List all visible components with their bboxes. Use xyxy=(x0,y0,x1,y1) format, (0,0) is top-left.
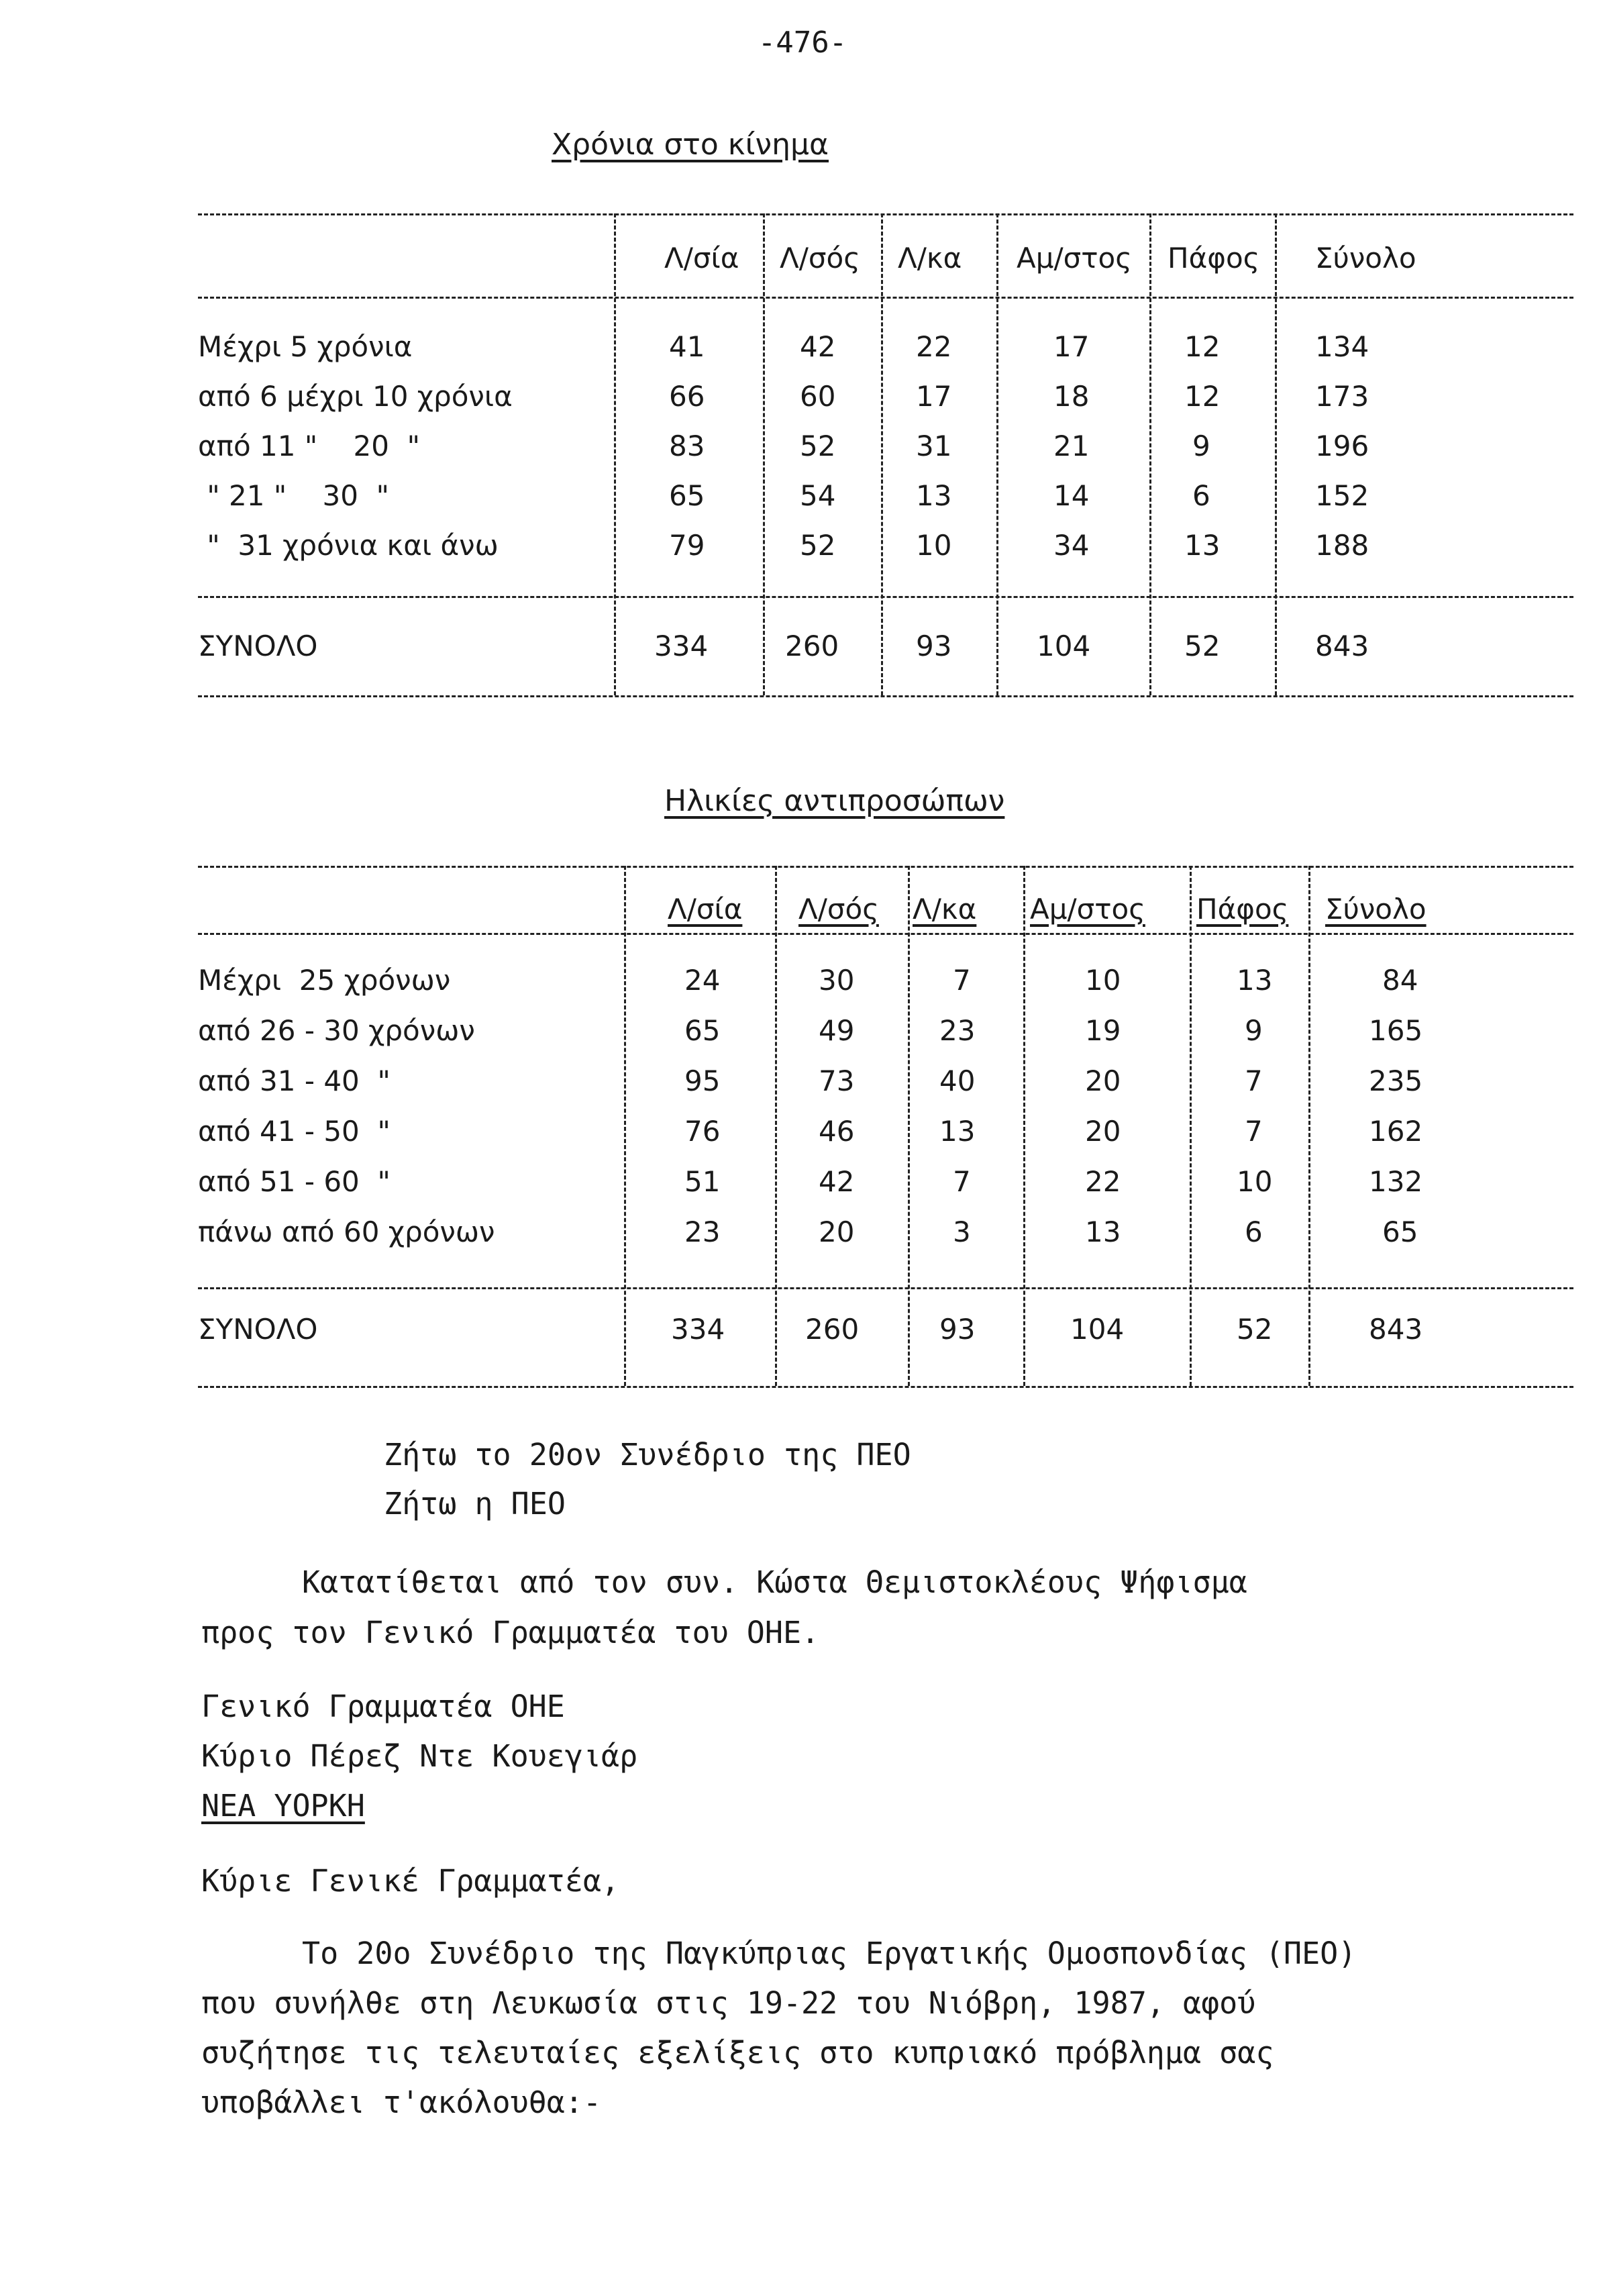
total-cell: 260 xyxy=(785,630,839,662)
table-rule xyxy=(198,213,1573,215)
table-cell: 76 xyxy=(684,1115,721,1148)
table-rule xyxy=(198,1386,1573,1388)
total-cell: 334 xyxy=(654,630,709,662)
table-cell: 60 xyxy=(800,380,836,413)
page-number: -476- xyxy=(758,26,847,60)
row-label: από 41 - 50 " xyxy=(198,1115,391,1148)
table-cell: 65 xyxy=(684,1014,721,1047)
table-cell: 31 xyxy=(916,430,952,462)
table-cell: 173 xyxy=(1315,380,1369,413)
table-cell: 65 xyxy=(669,479,705,512)
table-cell: 84 xyxy=(1382,964,1418,997)
table-cell: 12 xyxy=(1184,330,1221,363)
table-cell: 162 xyxy=(1369,1115,1423,1148)
row-label: " 21 " 30 " xyxy=(198,479,389,512)
table-cell: 9 xyxy=(1245,1014,1263,1047)
table-rule xyxy=(198,596,1573,598)
table-cell: 10 xyxy=(1237,1165,1273,1198)
address-city: ΝΕΑ ΥΟΡΚΗ xyxy=(201,1788,365,1824)
address-line: Γενικό Γραμματέα ΟΗΕ xyxy=(201,1689,565,1724)
table-cell: 73 xyxy=(819,1064,855,1097)
column-divider xyxy=(614,213,616,695)
table-cell: 6 xyxy=(1192,479,1210,512)
table-cell: 10 xyxy=(1085,964,1121,997)
table-cell: 13 xyxy=(939,1115,976,1148)
table2 xyxy=(198,866,1573,1403)
col-header: Λ/κα xyxy=(898,242,962,274)
row-label: από 51 - 60 " xyxy=(198,1165,391,1198)
table-cell: 95 xyxy=(684,1064,721,1097)
table-cell: 41 xyxy=(669,330,705,363)
table-rule xyxy=(198,1287,1573,1289)
col-header: Λ/σία xyxy=(664,242,739,274)
body-line: Το 20ο Συνέδριο της Παγκύπριας Εργατικής Ομοσπονδίας (ΠΕΟ) xyxy=(302,1936,1357,1971)
table-cell: 165 xyxy=(1369,1014,1423,1047)
salutation: Κύριε Γενικέ Γραμματέα, xyxy=(201,1863,620,1899)
table-cell: 13 xyxy=(1085,1215,1121,1248)
row-label: " 31 χρόνια και άνω xyxy=(198,529,499,562)
address-line: Κύριο Πέρεζ Ντε Κουεγιάρ xyxy=(201,1738,638,1774)
table-cell: 83 xyxy=(669,430,705,462)
table-cell: 7 xyxy=(953,1165,971,1198)
table-rule xyxy=(198,695,1573,697)
total-label: ΣΥΝΟΛΟ xyxy=(198,1313,318,1346)
table-cell: 19 xyxy=(1085,1014,1121,1047)
column-divider xyxy=(881,213,883,695)
table-cell: 21 xyxy=(1053,430,1090,462)
body-line: συζήτησε τις τελευταίες εξελίξεις στο κυπριακό πρόβλημα σας xyxy=(201,2035,1274,2070)
table-cell: 235 xyxy=(1369,1064,1423,1097)
slogan-line: Ζήτω η ΠΕΟ xyxy=(384,1486,566,1521)
column-divider xyxy=(775,866,777,1386)
table-cell: 14 xyxy=(1053,479,1090,512)
column-divider xyxy=(996,213,998,695)
total-cell: 52 xyxy=(1237,1313,1273,1346)
table-rule xyxy=(198,866,1573,868)
table-cell: 42 xyxy=(819,1165,855,1198)
intro-line: Κατατίθεται από τον συν. Κώστα Θεμιστοκλέους Ψήφισμα xyxy=(302,1564,1247,1600)
table-cell: 52 xyxy=(800,529,836,562)
row-label: Μέχρι 5 χρόνια xyxy=(198,330,413,363)
row-label: από 31 - 40 " xyxy=(198,1064,391,1097)
column-divider xyxy=(624,866,626,1386)
col-header: Πάφος xyxy=(1196,893,1289,926)
total-cell: 843 xyxy=(1369,1313,1423,1346)
col-header: Λ/σός xyxy=(780,242,860,274)
column-divider xyxy=(1308,866,1310,1386)
total-cell: 260 xyxy=(805,1313,860,1346)
table-cell: 134 xyxy=(1315,330,1369,363)
slogan-line: Ζήτω το 20ον Συνέδριο της ΠΕΟ xyxy=(384,1437,911,1473)
table-cell: 42 xyxy=(800,330,836,363)
col-header: Αμ/στος xyxy=(1017,242,1132,274)
total-label: ΣΥΝΟΛΟ xyxy=(198,630,318,662)
table-cell: 20 xyxy=(819,1215,855,1248)
total-cell: 104 xyxy=(1070,1313,1125,1346)
col-header: Λ/σός xyxy=(798,893,879,926)
row-label: από 26 - 30 χρόνων xyxy=(198,1014,475,1047)
table-cell: 188 xyxy=(1315,529,1369,562)
col-header: Λ/κα xyxy=(913,893,977,926)
table-cell: 20 xyxy=(1085,1064,1121,1097)
total-cell: 93 xyxy=(916,630,952,662)
col-header: Λ/σία xyxy=(668,893,743,926)
table-cell: 65 xyxy=(1382,1215,1418,1248)
column-divider xyxy=(1275,213,1277,695)
column-divider xyxy=(1149,213,1151,695)
column-divider xyxy=(1190,866,1192,1386)
table-cell: 22 xyxy=(916,330,952,363)
row-label: πάνω από 60 χρόνων xyxy=(198,1215,495,1248)
col-header: Αμ/στος xyxy=(1030,893,1145,926)
body-line: υποβάλλει τ'ακόλουθα:- xyxy=(201,2085,602,2120)
table-cell: 49 xyxy=(819,1014,855,1047)
col-header: Σύνολο xyxy=(1325,893,1427,926)
table-cell: 46 xyxy=(819,1115,855,1148)
table-cell: 6 xyxy=(1245,1215,1263,1248)
table-cell: 40 xyxy=(939,1064,976,1097)
table-cell: 24 xyxy=(684,964,721,997)
table-cell: 79 xyxy=(669,529,705,562)
intro-line: προς τον Γενικό Γραμματέα του ΟΗΕ. xyxy=(201,1615,820,1650)
column-divider xyxy=(908,866,910,1386)
total-cell: 843 xyxy=(1315,630,1369,662)
table-cell: 23 xyxy=(684,1215,721,1248)
table-cell: 132 xyxy=(1369,1165,1423,1198)
table-rule xyxy=(198,933,1573,935)
col-header: Σύνολο xyxy=(1315,242,1416,274)
table-cell: 23 xyxy=(939,1014,976,1047)
column-divider xyxy=(763,213,765,695)
total-cell: 93 xyxy=(939,1313,976,1346)
table-cell: 34 xyxy=(1053,529,1090,562)
table-cell: 66 xyxy=(669,380,705,413)
table1-title: Χρόνια στο κίνημα xyxy=(552,128,829,162)
table-cell: 54 xyxy=(800,479,836,512)
table1 xyxy=(198,213,1573,710)
table-cell: 13 xyxy=(1184,529,1221,562)
table-cell: 51 xyxy=(684,1165,721,1198)
table-cell: 7 xyxy=(1245,1115,1263,1148)
table-cell: 13 xyxy=(1237,964,1273,997)
table-cell: 17 xyxy=(916,380,952,413)
table-cell: 20 xyxy=(1085,1115,1121,1148)
table-cell: 9 xyxy=(1192,430,1210,462)
row-label: από 11 " 20 " xyxy=(198,430,420,462)
table-cell: 196 xyxy=(1315,430,1369,462)
table2-title: Ηλικίες αντιπροσώπων xyxy=(664,784,1005,818)
body-line: που συνήλθε στη Λευκωσία στις 19-22 του Νιόβρη, 1987, αφού xyxy=(201,1985,1256,2021)
table-cell: 52 xyxy=(800,430,836,462)
table-cell: 12 xyxy=(1184,380,1221,413)
table-cell: 18 xyxy=(1053,380,1090,413)
table-cell: 13 xyxy=(916,479,952,512)
table-cell: 3 xyxy=(953,1215,971,1248)
table-cell: 7 xyxy=(1245,1064,1263,1097)
total-cell: 104 xyxy=(1037,630,1091,662)
total-cell: 52 xyxy=(1184,630,1221,662)
row-label: Μέχρι 25 χρόνων xyxy=(198,964,451,997)
table-cell: 7 xyxy=(953,964,971,997)
col-header: Πάφος xyxy=(1168,242,1260,274)
table-cell: 152 xyxy=(1315,479,1369,512)
total-cell: 334 xyxy=(671,1313,725,1346)
table-cell: 30 xyxy=(819,964,855,997)
table-cell: 10 xyxy=(916,529,952,562)
row-label: από 6 μέχρι 10 χρόνια xyxy=(198,380,513,413)
table-cell: 17 xyxy=(1053,330,1090,363)
table-cell: 22 xyxy=(1085,1165,1121,1198)
column-divider xyxy=(1023,866,1025,1386)
table-rule xyxy=(198,297,1573,299)
